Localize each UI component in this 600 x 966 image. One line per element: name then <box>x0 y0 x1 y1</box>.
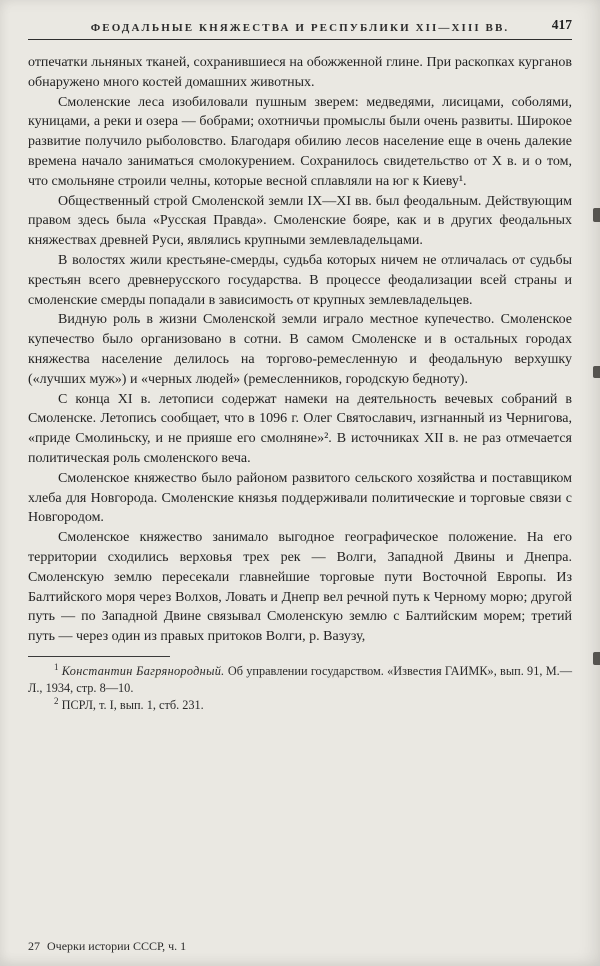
footnote-separator <box>28 656 170 657</box>
footnote-author: Константин Багрянородный. <box>61 663 225 678</box>
footnote <box>28 697 572 714</box>
body-paragraph: Смоленское княжество занимало выгодное географическое положение. На его территории сходились верховья трех рек — Волги, Западной Двины и Днепра. Смоленскую землю пересекали главнейшие торговые пути Восточной Европы. Из Балтийского моря через Волхов, Ловать и Днепр вел речной путь к Черному морю; другой путь — по Западной Двине связывал Смоленскую землю с Балтийским морем; третий путь — через один из правых притоков Волги, р. Вазузу, <box>28 530 572 645</box>
body-paragraph: Видную роль в жизни Смоленской земли играло местное купечество. Смоленское купечество было организовано в сотни. В самом Смоленске и в остальных городах княжества население делилось на торгово-ремесленную и феодальную верхушку («лучших муж») и «черных людей» (ремесленников, городскую бедноту). <box>28 312 572 387</box>
footnote-text: Об управлении государством. «Известия ГАИМК», вып. 91, М.—Л., 1934, стр. 8—10. <box>28 663 572 695</box>
footer-title: Очерки истории СССР, ч. 1 <box>47 939 187 953</box>
page-footer <box>28 939 186 954</box>
header-rule <box>28 39 572 40</box>
footnote-marker: 1 <box>54 661 59 672</box>
running-title: ФЕОДАЛЬНЫЕ КНЯЖЕСТВА И РЕСПУБЛИКИ XII—XIII ВВ. <box>90 22 510 34</box>
body-paragraph: Смоленские леса изобиловали пушным зверем: медведями, лисицами, соболями, куницами, а реки и озера — бобрами; охотничьи промыслы были очень развиты. Широкое развитие получило рыболовство. Благодаря обилию лесов население еще в очень далекие времена начало заниматься смолокурением. Сохранилось свидетельство от X в. и о том, что смольняне строили челны, которые весной сплавляли на юг к Киеву¹. <box>28 94 572 189</box>
scan-artifact <box>593 208 600 222</box>
signature-mark: 27 <box>28 939 40 953</box>
footnote <box>28 663 572 697</box>
footnote-text: ПСРЛ, т. I, вып. 1, стб. 231. <box>61 697 204 712</box>
body-paragraph: Общественный строй Смоленской земли IX—XI вв. был феодальным. Действующим правом здесь была «Русская Правда». Смоленские бояре, как и в других феодальных княжествах древней Руси, являлись крупными землевладельцами. <box>28 193 572 249</box>
body-paragraph: Смоленское княжество было районом развитого сельского хозяйства и поставщиком хлеба для Новгорода. Смоленские князья поддерживали политические и торговые связи с Новгородом. <box>28 470 572 526</box>
page-number: 417 <box>551 17 572 32</box>
footnote-marker: 2 <box>54 695 59 706</box>
body-paragraph: С конца XI в. летописи содержат намеки на деятельность вечевых собраний в Смоленске. Летопись сообщает, что в 1096 г. Олег Святославич, изгнанный из Чернигова, «приде Смолиньску, и не прияше его смолняне»². В источниках XII в. не раз отмечается политическая роль смоленского веча. <box>28 391 572 466</box>
page-header <box>28 18 572 34</box>
page-body <box>28 53 572 647</box>
scan-artifact <box>593 652 600 665</box>
body-paragraph: отпечатки льняных тканей, сохранившиеся на обожженной глине. При раскопках курганов обнаружено много костей домашних животных. <box>28 55 572 90</box>
footnotes <box>28 663 572 714</box>
scan-artifact <box>593 366 600 378</box>
body-paragraph: В волостях жили крестьяне-смерды, судьба которых ничем не отличалась от судьбы крестьян всего древнерусского государства. В процессе феодализации всей страны и смоленские смерды попадали в зависимость от крупных землевладельцев. <box>28 252 572 308</box>
